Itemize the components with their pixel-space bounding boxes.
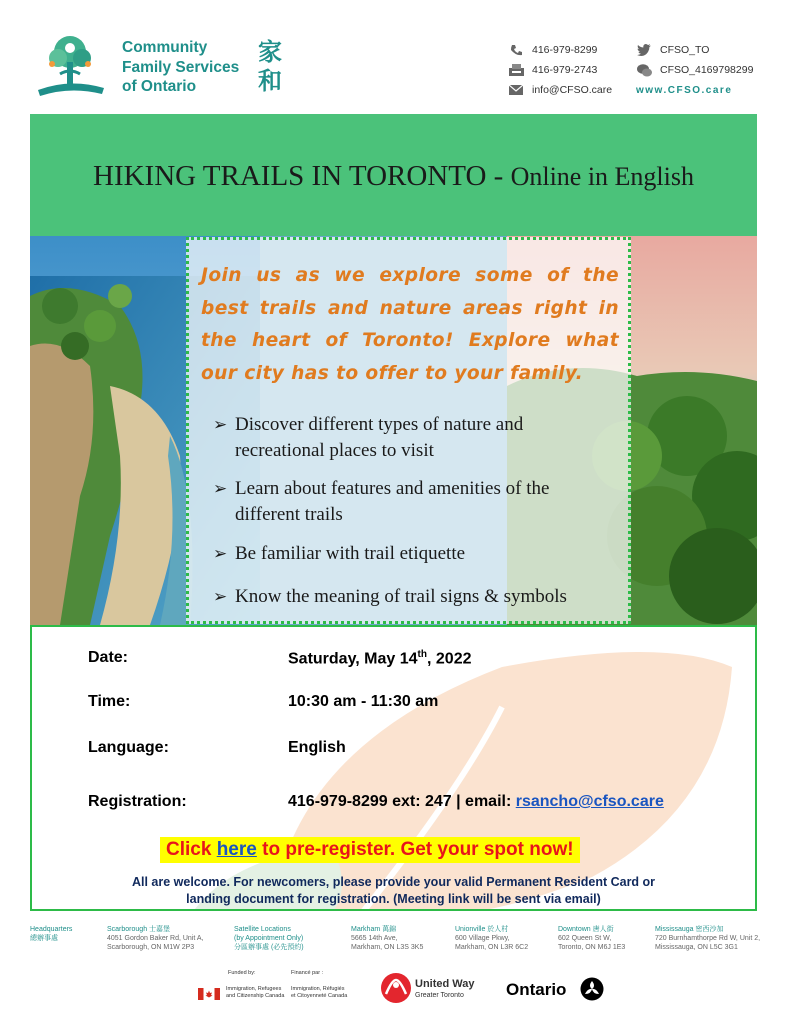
title-subtitle: Online in English	[510, 162, 694, 191]
org-name-cn-line: 和	[258, 67, 282, 95]
location-unionville	[455, 925, 528, 952]
org-name-line: Family Services	[122, 58, 240, 76]
title-main: HIKING TRAILS IN TORONTO	[93, 160, 487, 192]
location-name: Downtown 唐人街	[558, 926, 614, 933]
org-name-line: Community	[122, 39, 208, 56]
date-value	[288, 649, 471, 668]
bullet-item	[213, 584, 613, 610]
location-line: 分區辦事處 (必先預約)	[234, 944, 304, 951]
time-value: 10:30 am - 11:30 am	[288, 693, 439, 710]
arrow-bullet-icon: ➢	[213, 544, 228, 563]
bullet-item	[213, 476, 613, 528]
bullet-text: Be familiar with trail etiquette	[235, 543, 466, 564]
twitter-row	[636, 40, 753, 60]
location-name: Scarborough 士嘉堡	[107, 926, 171, 933]
registration-email-link[interactable]: rsancho@cfso.care	[515, 793, 664, 810]
phone-number[interactable]: 416-979-8299	[532, 44, 598, 56]
org-name-line: of Ontario	[122, 78, 197, 95]
fax-icon	[508, 63, 524, 77]
cta-text: Click	[166, 839, 217, 860]
logo-tree-icon	[32, 34, 108, 98]
org-name-cn-line: 家	[258, 38, 282, 66]
phone-row	[508, 40, 612, 60]
location-line: Mississauga, ON L5C 3G1	[655, 944, 738, 951]
location-line: Scarborough, ON M1W 2P3	[107, 944, 195, 951]
website-link[interactable]: www.CFSO.care	[636, 84, 733, 96]
location-line: Markham, ON L3R 6C2	[455, 944, 529, 951]
location-line: 5665 14th Ave,	[351, 935, 398, 942]
page-title	[30, 160, 757, 193]
location-name: Satellite Locations	[234, 926, 291, 933]
finance-par-label: Financé par :	[291, 970, 324, 976]
location-headquarters	[30, 925, 72, 943]
location-line: (by Appointment Only)	[234, 935, 304, 942]
ircc-en	[226, 986, 284, 1000]
phone-icon	[508, 43, 524, 57]
twitter-handle[interactable]: CFSO_TO	[660, 44, 710, 56]
date-label: Date:	[88, 649, 129, 666]
pre-register-banner	[160, 837, 580, 863]
mail-icon	[508, 83, 524, 97]
location-name: Headquarters	[30, 926, 73, 933]
ircc-en-line: Immigration, Refugees	[226, 986, 282, 992]
language-value: English	[288, 739, 346, 756]
location-line: 720 Burnhamthorpe Rd W, Unit 2,	[655, 935, 761, 942]
locations-footer	[0, 925, 791, 961]
date-year: , 2022	[427, 650, 472, 668]
ircc-fr-line: Immigration, Réfugiés	[291, 986, 345, 992]
welcome-line: landing document for registration. (Meeting link will be sent via email)	[186, 892, 601, 906]
location-downtown	[558, 925, 625, 952]
ontario-trillium-icon	[580, 977, 604, 1001]
united-way-icon	[380, 972, 412, 1004]
canada-flag-icon	[198, 988, 220, 1000]
leaf-background-icon	[32, 627, 757, 911]
registration-value	[288, 793, 664, 811]
ircc-en-line: and Citizenship Canada	[226, 993, 285, 999]
language-label: Language:	[88, 739, 169, 756]
title-separator: -	[486, 160, 511, 192]
arrow-bullet-icon: ➢	[213, 479, 228, 498]
arrow-bullet-icon: ➢	[213, 415, 228, 434]
bullet-item	[213, 412, 613, 464]
location-markham	[351, 925, 423, 952]
location-name: Unionville 於人村	[455, 926, 509, 933]
event-summary-box	[186, 237, 631, 624]
cta-text: to pre-register. Get your spot now!	[256, 839, 574, 860]
united-way-sub: Greater Toronto	[415, 992, 464, 999]
welcome-line: All are welcome. For newcomers, please provide your valid Permanent Resident Card or	[131, 875, 656, 889]
welcome-note	[32, 874, 755, 908]
twitter-icon	[636, 43, 652, 57]
event-details-box	[30, 625, 757, 911]
title-band	[30, 114, 757, 236]
email-row	[508, 80, 612, 100]
org-name-chinese	[258, 38, 282, 96]
registration-phone: 416-979-8299 ext: 247 | email:	[288, 793, 516, 810]
pre-register-link[interactable]: here	[216, 839, 257, 860]
date-ordinal: th	[417, 649, 427, 660]
contact-left	[508, 40, 612, 100]
location-line: 602 Queen St W,	[558, 935, 612, 942]
date-value-text: Saturday, May 14	[288, 650, 418, 668]
location-name: Mississauga 密西沙加	[655, 926, 724, 933]
bullet-text: Discover different types of nature and recreational places to visit	[235, 414, 524, 461]
ontario-wordmark: Ontario	[506, 980, 567, 999]
email-address[interactable]: info@CFSO.care	[532, 84, 613, 96]
location-mississauga	[655, 925, 760, 952]
wechat-id[interactable]: CFSO_4169798299	[660, 64, 754, 76]
location-line: Markham, ON L3S 3K5	[351, 944, 424, 951]
intro-text: Join us as we explore some of the best trails and nature areas right in the heart of Toronto! Explore what our city has to offer to your family.	[201, 265, 619, 384]
bullet-text: Know the meaning of trail signs & symbols	[235, 586, 567, 607]
sponsor-logos	[0, 968, 791, 1008]
org-name	[122, 38, 239, 97]
contact-right	[636, 40, 753, 100]
ircc-fr-line: et Citoyenneté Canada	[291, 993, 348, 999]
arrow-bullet-icon: ➢	[213, 587, 228, 606]
location-scarborough	[107, 925, 204, 952]
bullet-text: Learn about features and amenities of the different trails	[235, 478, 550, 525]
org-logo	[30, 34, 290, 100]
registration-label: Registration:	[88, 793, 187, 810]
location-line: 4051 Gordon Baker Rd, Unit A,	[107, 935, 204, 942]
location-name: Markham 萬錦	[351, 926, 397, 933]
ircc-fr	[291, 986, 347, 1000]
location-line: Toronto, ON M6J 1E3	[558, 944, 626, 951]
location-line: 總辦事處	[30, 935, 58, 942]
wechat-row	[636, 60, 753, 80]
location-line: 600 Village Pkwy,	[455, 935, 510, 942]
funded-by-label: Funded by:	[228, 970, 256, 976]
wechat-icon	[636, 63, 652, 77]
time-label: Time:	[88, 693, 131, 710]
fax-row	[508, 60, 612, 80]
fax-number: 416-979-2743	[532, 64, 598, 76]
bullet-item	[213, 541, 613, 567]
location-satellite	[234, 925, 304, 952]
united-way-name: United Way	[415, 978, 475, 990]
website-row	[636, 80, 753, 100]
